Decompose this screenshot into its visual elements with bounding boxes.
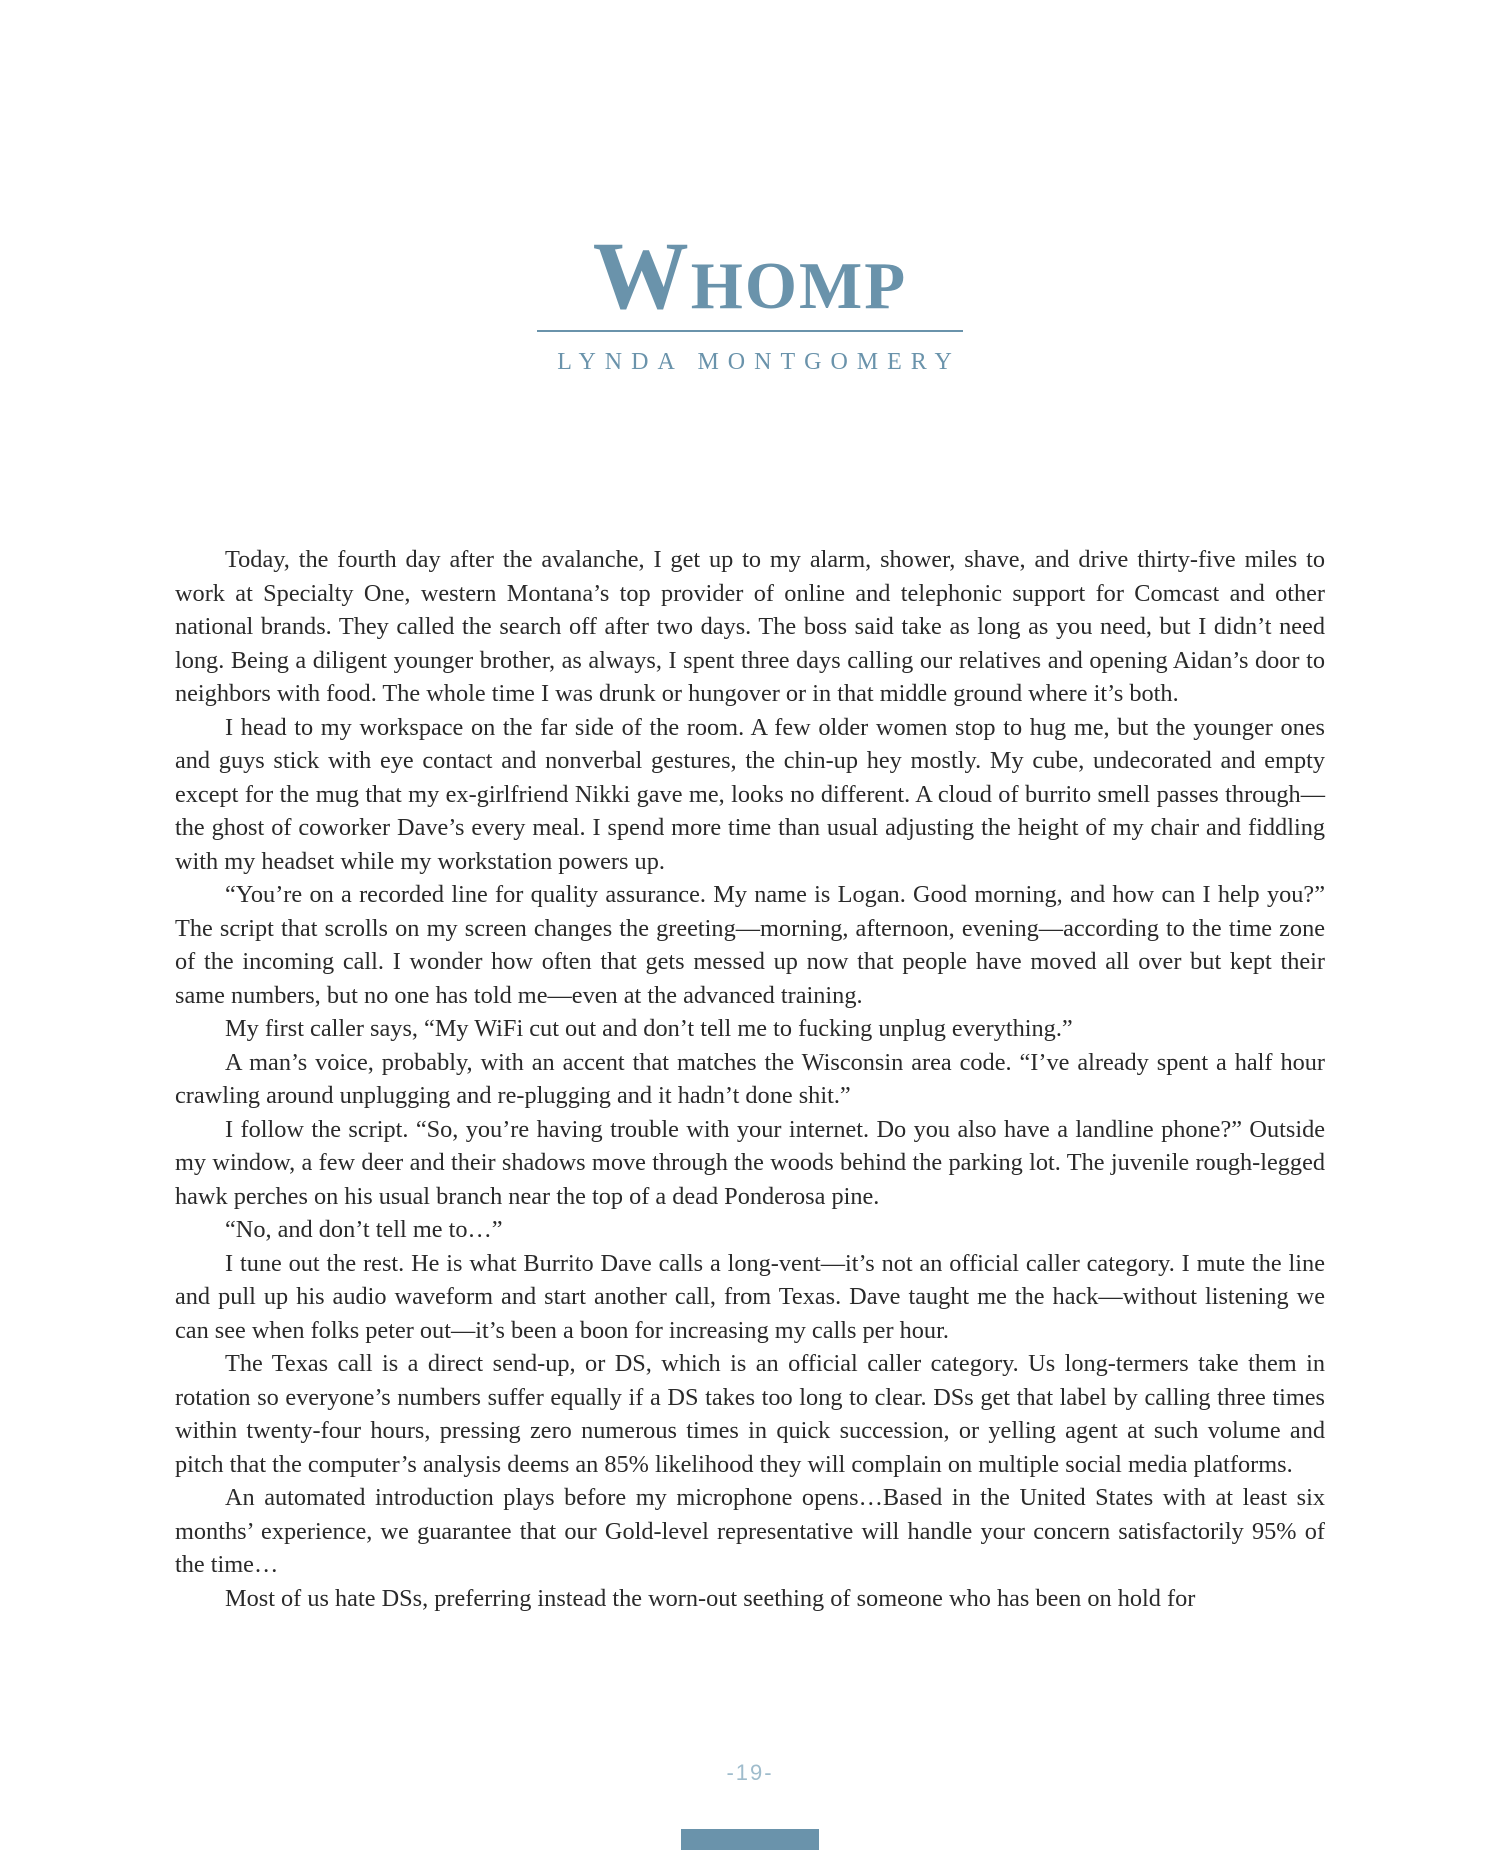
story-title: Whomp [592,222,908,329]
author-name: LYNDA MONTGOMERY [557,349,961,375]
paragraph: I follow the script. “So, you’re having trouble with your internet. Do you also have a landline phone?” Outside my window, a few deer and their shadows move through the woods behind the parking lot. The juvenile rough-legged hawk perches on his usual branch near the top of a dead Ponderosa pine. [175,1115,1325,1210]
paragraph: The Texas call is a direct send-up, or DS, which is an official caller category. Us long-termers take them in rotation so everyone’s numbers suffer equally if a DS takes too long to clear. DSs get that label by calling three times within twenty-four hours, pressing zero numerous times in quick succession, or yelling agent at such volume and pitch that the computer’s analysis deems an 85% likelihood they will complain on multiple social media platforms. [175,1350,1325,1478]
story-body [175,543,1325,1615]
paragraph: Most of us hate DSs, preferring instead the worn-out seething of someone who has been on hold for [225,1584,1196,1612]
page-number: -19- [726,1760,774,1785]
paragraph: “No, and don’t tell me to…” [225,1216,503,1243]
paragraph: Today, the fourth day after the avalanche, I get up to my alarm, shower, shave, and drive thirty-five miles to work at Specialty One, western Montana’s top provider of online and telephonic support for Comcast and other national brands. They called the search off after two days. The boss said take as long as you need, but I didn’t need long. Being a diligent younger brother, as always, I spent three days calling our relatives and opening Aidan’s door to neighbors with food. The whole time I was drunk or hungover or in that middle ground where it’s both. [175,546,1325,707]
title-divider [537,330,963,332]
paragraph: I tune out the rest. He is what Burrito Dave calls a long-vent—it’s not an official caller category. I mute the line and pull up his audio waveform and start another call, from Texas. Dave taught me the hack—without listening we can see when folks peter out—it’s been a boon for increasing my calls per hour. [175,1249,1325,1344]
paragraph: I head to my workspace on the far side of the room. A few older women stop to hug me, but the younger ones and guys stick with eye contact and nonverbal gestures, the chin-up hey mostly. My cube, undecorated and empty except for the mug that my ex-girlfriend Nikki gave me, looks no different. A cloud of burrito smell passes through—the ghost of coworker Dave’s every meal. I spend more time than usual adjusting the height of my chair and fiddling with my headset while my workstation powers up. [175,713,1325,875]
paragraph: An automated introduction plays before my microphone opens…Based in the United States with at least six months’ experience, we guarantee that our Gold-level representative will handle your concern satisfactorily 95% of the time… [175,1484,1325,1578]
paragraph: A man’s voice, probably, with an accent that matches the Wisconsin area code. “I’ve already spent a half hour crawling around unplugging and re-plugging and it hadn’t done shit.” [175,1048,1325,1109]
paragraph: “You’re on a recorded line for quality assurance. My name is Logan. Good morning, and how can I help you?” The script that scrolls on my screen changes the greeting—morning, afternoon, evening—according to the time zone of the incoming call. I wonder how often that gets messed up now that people have moved all over but kept their same numbers, but no one has told me—even at the advanced training. [175,881,1325,1009]
footer-tab [681,1829,819,1850]
paragraph: My first caller says, “My WiFi cut out and don’t tell me to fucking unplug everything.” [225,1015,1073,1042]
